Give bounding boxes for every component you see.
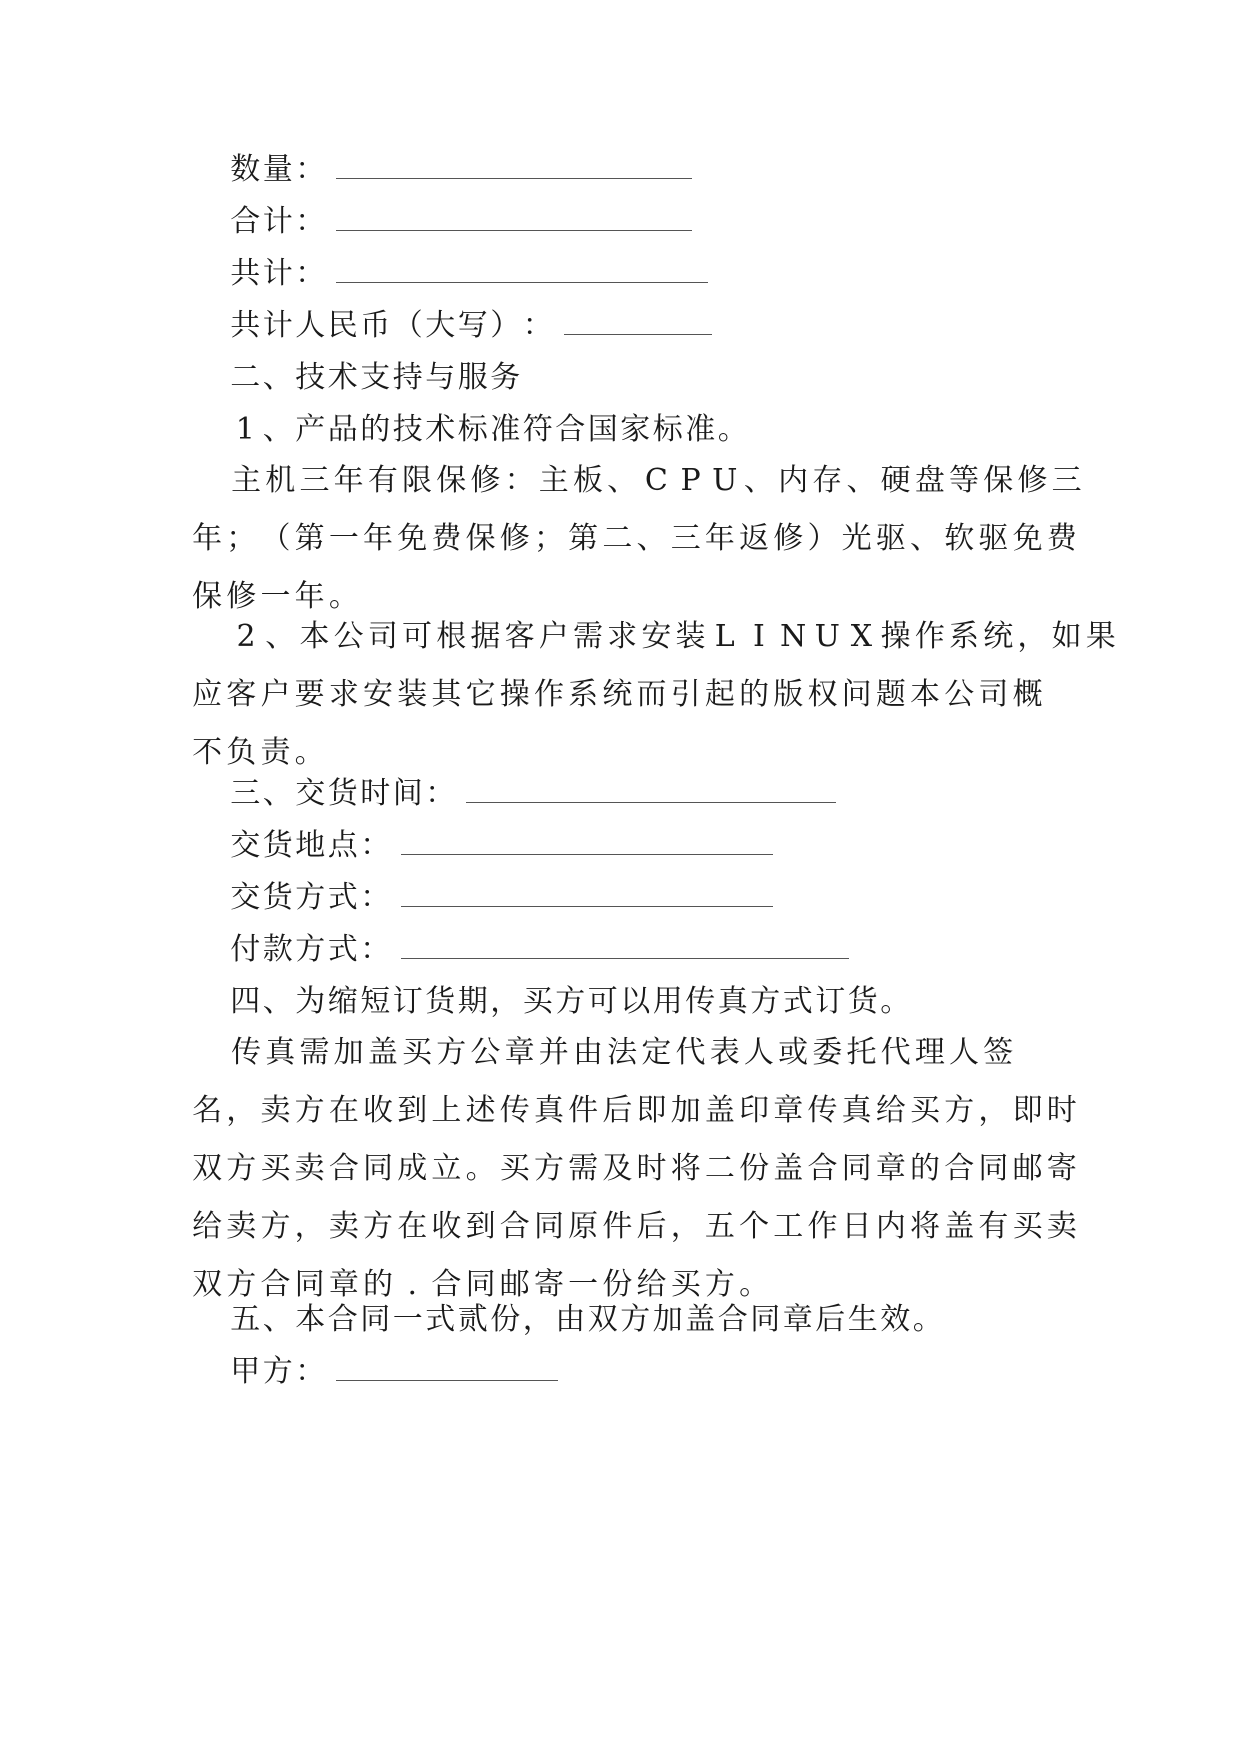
total-rmb-label: 共计人民币（大写）： bbox=[230, 308, 553, 343]
total-field bbox=[229, 252, 708, 296]
delivery-time-field bbox=[229, 772, 836, 816]
delivery-method-field bbox=[229, 876, 773, 920]
quantity-label: 数量： bbox=[230, 152, 326, 187]
os-line-3: 不 负 责 。 bbox=[192, 735, 325, 770]
total-rmb-field bbox=[229, 304, 712, 348]
subtotal-label: 合计： bbox=[230, 204, 326, 239]
warranty-paragraph bbox=[190, 452, 1082, 626]
total-rmb-blank[interactable] bbox=[564, 308, 712, 335]
delivery-method-label: 交货方式： bbox=[230, 880, 391, 915]
delivery-place-label: 交货地点： bbox=[230, 828, 391, 863]
warranty-line-2: 年 ； （ 第 一 年 免 费 保 修 ； 第 二 、 三 年 返 修 ） 光 驱 、 软 驱 免 费 bbox=[192, 521, 1077, 556]
quantity-blank[interactable] bbox=[336, 152, 692, 179]
delivery-place-field bbox=[229, 824, 773, 868]
tech-standard-item: 1 、产品的技术标准符合国家标准。 bbox=[235, 412, 748, 447]
os-paragraph bbox=[190, 608, 1116, 782]
subtotal-blank[interactable] bbox=[336, 204, 692, 231]
payment-method-label: 付款方式： bbox=[230, 932, 391, 967]
fax-line-1: 传 真 需 加 盖 买 方 公 章 并 由 法 定 代 表 人 或 委 托 代 理 人 签 bbox=[231, 1035, 1014, 1070]
tech-support-heading: 二、技术支持与服务 bbox=[230, 360, 521, 395]
fax-paragraph bbox=[190, 1024, 1077, 1314]
fax-heading: 四、为缩短订货期，买方可以用传真方式订货。 bbox=[230, 984, 911, 1019]
warranty-line-3: 保 修 一 年 。 bbox=[192, 579, 359, 614]
delivery-time-label: 三、交货时间： bbox=[230, 776, 456, 811]
os-line-1: 2 、 本 公 司 可 根 据 客 户 需 求 安 装 L I N U X 操 作 系 统 ， 如 果 bbox=[236, 619, 1116, 654]
party-a-field bbox=[229, 1350, 558, 1394]
copies-clause: 五、本合同一式贰份，由双方加盖合同章后生效。 bbox=[230, 1302, 943, 1337]
fax-line-5: 双 方 合 同 章 的 . 合 同 邮 寄 一 份 给 买 方 。 bbox=[192, 1267, 770, 1302]
fax-line-3: 双 方 买 卖 合 同 成 立 。 买 方 需 及 时 将 二 份 盖 合 同 章 的 合 同 邮 寄 bbox=[192, 1151, 1077, 1186]
party-a-label: 甲方： bbox=[230, 1354, 326, 1389]
payment-method-field bbox=[229, 928, 849, 972]
delivery-method-blank[interactable] bbox=[401, 880, 773, 907]
party-a-blank[interactable] bbox=[336, 1354, 558, 1381]
total-label: 共计： bbox=[230, 256, 326, 291]
fax-line-2: 名 ， 卖 方 在 收 到 上 述 传 真 件 后 即 加 盖 印 章 传 真 给 买 方 ， 即 时 bbox=[192, 1093, 1077, 1128]
subtotal-field bbox=[229, 200, 692, 244]
delivery-place-blank[interactable] bbox=[401, 828, 773, 855]
fax-line-4: 给 卖 方 ， 卖 方 在 收 到 合 同 原 件 后 ， 五 个 工 作 日 内 将 盖 有 买 卖 bbox=[192, 1209, 1077, 1244]
total-blank[interactable] bbox=[336, 256, 708, 283]
delivery-time-blank[interactable] bbox=[466, 776, 836, 803]
payment-method-blank[interactable] bbox=[401, 932, 849, 959]
warranty-line-1: 主 机 三 年 有 限 保 修 ： 主 板 、 C P U 、 内 存 、 硬 盘 等 保 修 三 bbox=[231, 463, 1082, 498]
quantity-field bbox=[229, 148, 692, 192]
os-line-2: 应 客 户 要 求 安 装 其 它 操 作 系 统 而 引 起 的 版 权 问 题 本 公 司 概 bbox=[192, 677, 1043, 712]
